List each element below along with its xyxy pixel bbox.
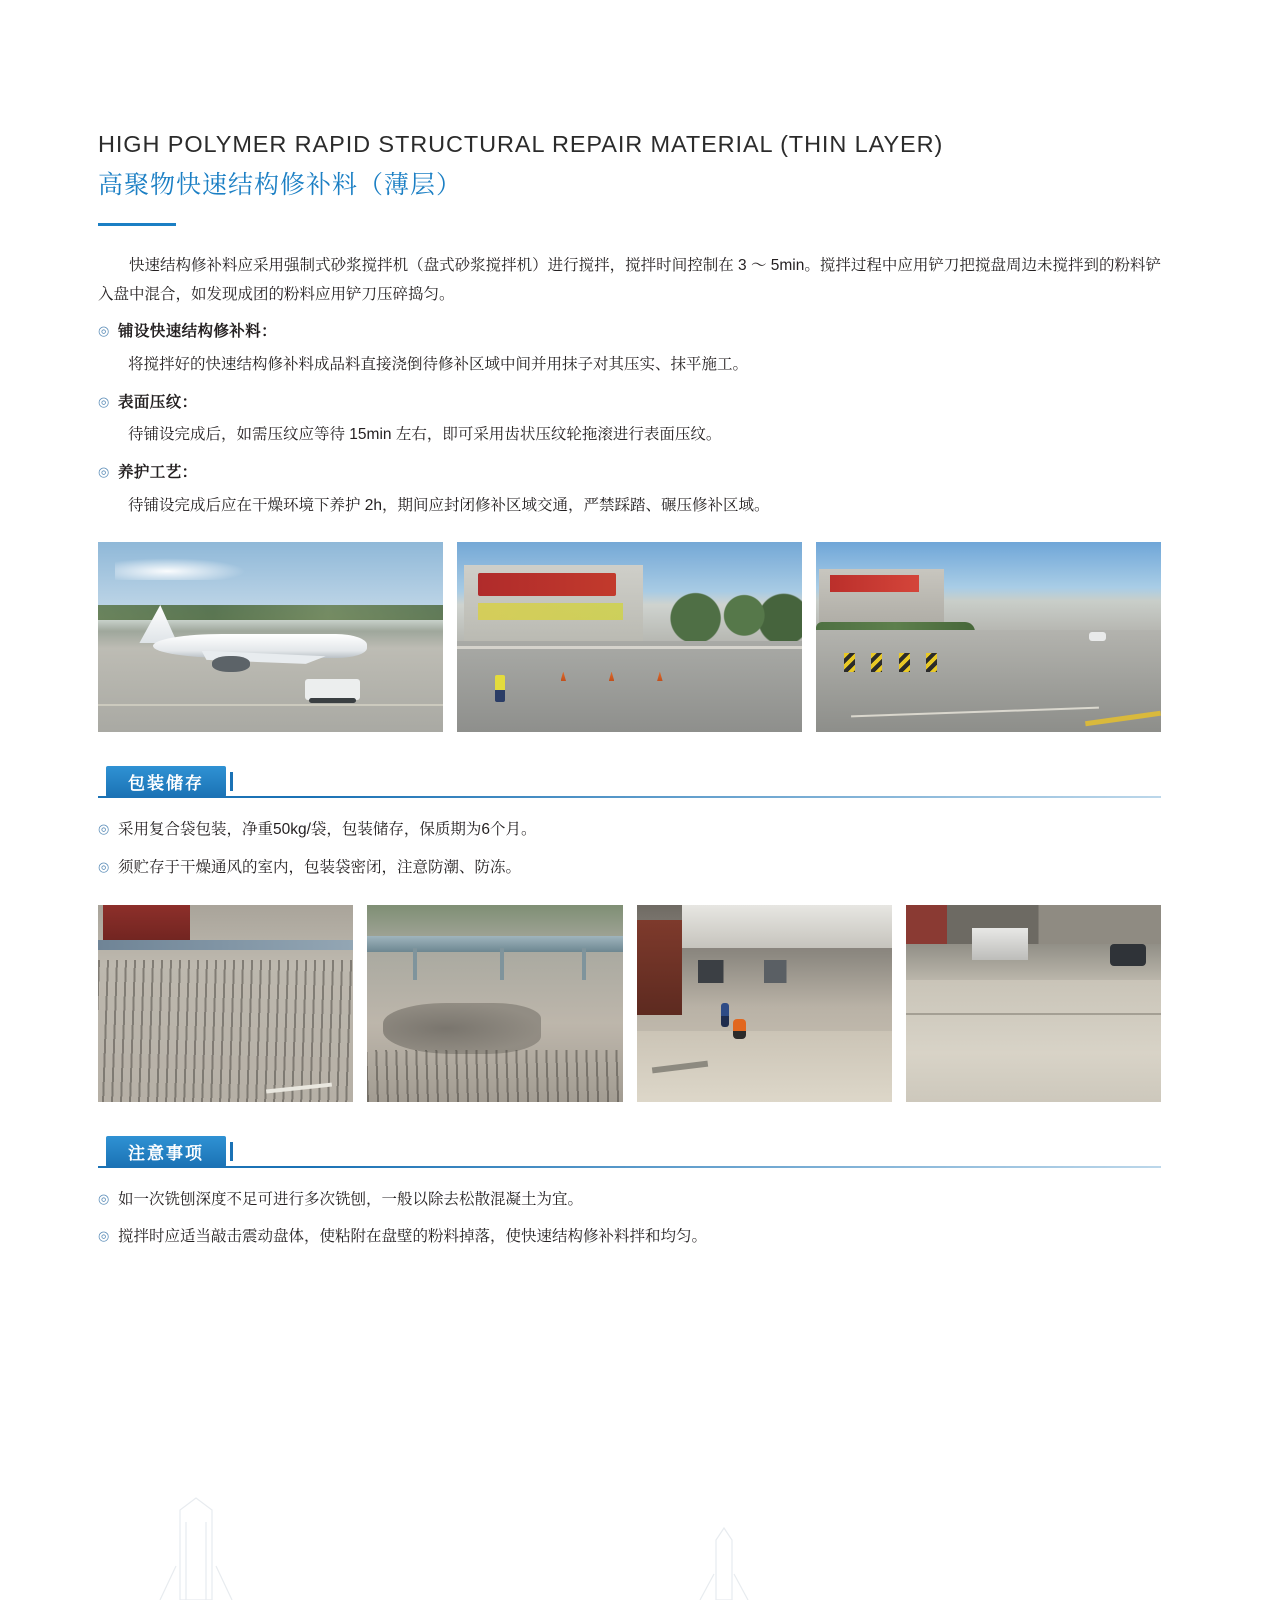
step-title-2: 表面压纹： <box>118 393 198 411</box>
step-item-2 <box>98 389 1161 418</box>
footer-watermark-graphic <box>0 1470 1287 1600</box>
section-packaging-storage <box>98 766 1161 882</box>
list-item <box>98 1186 1161 1215</box>
photo-wide-road <box>816 542 1161 732</box>
photo-street-shopfront <box>457 542 802 732</box>
step-item-1 <box>98 318 1161 347</box>
precaution-item-2: 搅拌时应适当敲击震动盘体，使粘附在盘壁的粉料掉落，使快速结构修补料拌和均匀。 <box>118 1228 708 1246</box>
intro-paragraph: 快速结构修补料应采用强制式砂浆搅拌机（盘式砂浆搅拌机）进行搅拌，搅拌时间控制在 3 ～ 5min。搅拌过程中应用铲刀把搅盘周边未搅拌到的粉料铲入盘中混合，如发现成团的粉料应用铲刀压碎捣匀。 <box>98 256 1161 303</box>
title-divider <box>98 223 176 226</box>
photo-gallery-middle <box>98 905 1161 1102</box>
photo-damaged-pavement <box>367 905 622 1102</box>
step-detail-2: 待铺设完成后，如需压纹应等待 15min 左右，即可采用齿状压纹轮拖滚进行表面压纹。 <box>128 426 722 444</box>
section-body-packaging <box>98 816 1161 882</box>
step-detail-3: 待铺设完成后应在干燥环境下养护 2h，期间应封闭修补区域交通，严禁踩踏、碾压修补区域。 <box>128 496 770 514</box>
step-detail-1: 将搅拌好的快速结构修补料成品料直接浇倒待修补区域中间并用抹子对其压实、抹平施工。 <box>128 355 749 373</box>
photo-gas-station-repair <box>637 905 892 1102</box>
section-underline <box>98 796 1161 798</box>
page-title-english: HIGH POLYMER RAPID STRUCTURAL REPAIR MATERIAL (THIN LAYER) <box>98 131 944 157</box>
precaution-item-1: 如一次铣刨深度不足可进行多次铣刨，一般以除去松散混凝土为宜。 <box>118 1190 584 1208</box>
photo-gallery-top <box>98 542 1161 732</box>
packaging-item-2: 须贮存于干燥通风的室内，包装袋密闭，注意防潮、防冻。 <box>118 858 522 876</box>
step-title-1: 铺设快速结构修补料： <box>118 323 278 341</box>
bullet-icon: ◎ <box>98 393 110 409</box>
bullet-icon: ◎ <box>98 1190 110 1206</box>
page-content <box>98 130 1161 1252</box>
photo-airport-runway <box>98 542 443 732</box>
step-item-3 <box>98 459 1161 488</box>
section-heading-precautions <box>98 1136 1161 1170</box>
section-precautions <box>98 1136 1161 1252</box>
packaging-item-1: 采用复合袋包装，净重50kg/袋，包装储存，保质期为6个月。 <box>118 821 537 839</box>
list-item <box>98 816 1161 845</box>
list-item <box>98 854 1161 883</box>
bullet-icon: ◎ <box>98 821 110 837</box>
bullet-icon: ◎ <box>98 858 110 874</box>
section-tab-label: 包装储存 <box>106 766 226 797</box>
bullet-icon: ◎ <box>98 1228 110 1244</box>
list-item <box>98 1223 1161 1252</box>
photo-finished-pavement <box>906 905 1161 1102</box>
section-underline <box>98 1166 1161 1168</box>
photo-grooved-pavement <box>98 905 353 1102</box>
section-tab-label: 注意事项 <box>106 1136 226 1167</box>
step-title-3: 养护工艺： <box>118 463 198 481</box>
page-title-chinese: 高聚物快速结构修补料（薄层） <box>98 171 463 200</box>
section-body-precautions <box>98 1186 1161 1252</box>
bullet-icon: ◎ <box>98 463 110 479</box>
section-heading-packaging <box>98 766 1161 800</box>
bullet-icon: ◎ <box>98 323 110 339</box>
